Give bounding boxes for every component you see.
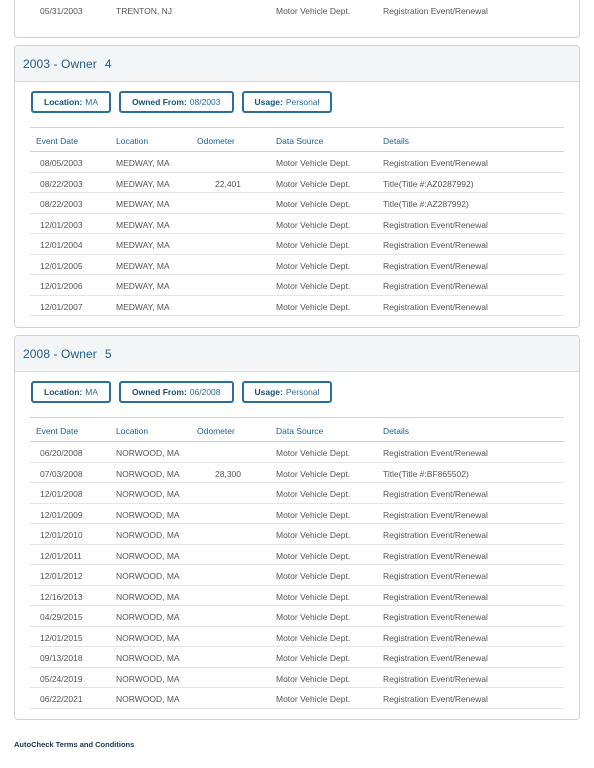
- event-date: 06/22/2021: [40, 694, 83, 704]
- event-details: Registration Event/Renewal: [383, 489, 488, 499]
- event-details: Registration Event/Renewal: [383, 591, 488, 602]
- owner-header: [15, 336, 579, 372]
- owner-number: 4: [104, 56, 112, 71]
- event-location: NORWOOD, MA: [116, 468, 180, 479]
- table-row: [30, 688, 564, 709]
- owned-from-value: 08/2003: [189, 97, 221, 107]
- event-source: Motor Vehicle Dept.: [276, 632, 351, 643]
- event-date: 12/01/2004: [40, 240, 83, 250]
- owner-summary-badges: [15, 82, 579, 123]
- table-row: [30, 524, 564, 545]
- event-date: 08/22/2003: [40, 178, 83, 189]
- event-location: NORWOOD, MA: [116, 489, 180, 499]
- owned-from-badge: [119, 381, 234, 403]
- location-value: MA: [85, 387, 98, 397]
- event-date: 12/01/2011: [40, 550, 82, 561]
- event-details: Registration Event/Renewal: [383, 612, 488, 622]
- event-details: Title(Title #:AZ0287992): [383, 178, 474, 189]
- event-source: Motor Vehicle Dept.: [276, 694, 351, 704]
- event-date: 12/16/2013: [40, 591, 83, 602]
- owned-from-badge: [119, 91, 234, 113]
- event-details: Registration Event/Renewal: [383, 550, 488, 561]
- event-source: Motor Vehicle Dept.: [276, 530, 351, 540]
- event-date: 12/01/2012: [40, 571, 83, 581]
- event-location: NORWOOD, MA: [116, 591, 180, 602]
- owner-title: 2008 - Owner: [23, 346, 97, 361]
- event-details: Registration Event/Renewal: [383, 653, 488, 663]
- column-header-odometer: Odometer: [197, 136, 235, 146]
- event-source: Motor Vehicle Dept.: [276, 509, 351, 520]
- event-source: Motor Vehicle Dept.: [276, 240, 351, 250]
- event-date: 05/24/2019: [40, 673, 83, 684]
- event-source: Motor Vehicle Dept.: [276, 6, 351, 16]
- event-details: Registration Event/Renewal: [383, 6, 488, 16]
- owner-card: [14, 45, 580, 328]
- event-source: Motor Vehicle Dept.: [276, 448, 351, 458]
- event-source: Motor Vehicle Dept.: [276, 219, 351, 230]
- usage-label: Usage:: [254, 97, 283, 107]
- event-location: MEDWAY, MA: [116, 301, 170, 312]
- history-table-body: [15, 152, 579, 316]
- usage-label: Usage:: [254, 387, 283, 397]
- table-row: [30, 565, 564, 586]
- event-source: Motor Vehicle Dept.: [276, 591, 351, 602]
- owned-from-value: 06/2008: [189, 387, 221, 397]
- event-source: Motor Vehicle Dept.: [276, 571, 351, 581]
- event-date: 06/20/2008: [40, 448, 83, 458]
- event-details: Registration Event/Renewal: [383, 260, 488, 271]
- event-odometer: 22,401: [215, 178, 241, 189]
- event-details: Registration Event/Renewal: [383, 509, 488, 520]
- usage-badge: [242, 91, 333, 113]
- terms-and-conditions-link[interactable]: AutoCheck Terms and Conditions: [14, 740, 135, 749]
- event-location: NORWOOD, MA: [116, 571, 180, 581]
- event-date: 12/01/2015: [40, 632, 83, 643]
- event-location: MEDWAY, MA: [116, 219, 170, 230]
- event-source: Motor Vehicle Dept.: [276, 199, 351, 209]
- table-row: [30, 606, 564, 627]
- owner-number: 5: [104, 346, 112, 361]
- event-location: NORWOOD, MA: [116, 509, 180, 520]
- event-details: Registration Event/Renewal: [383, 158, 488, 168]
- column-header-odometer: Odometer: [197, 426, 235, 436]
- usage-badge: [242, 381, 333, 403]
- event-odometer: 28,300: [215, 468, 241, 479]
- location-label: Location:: [44, 387, 83, 397]
- owned-from-label: Owned From:: [132, 97, 187, 107]
- table-row: [30, 234, 564, 255]
- event-date: 08/22/2003: [40, 199, 83, 209]
- event-source: Motor Vehicle Dept.: [276, 178, 351, 189]
- event-date: 05/31/2003: [40, 6, 83, 16]
- table-row: [30, 586, 564, 607]
- column-header-location: Location: [116, 426, 149, 436]
- event-source: Motor Vehicle Dept.: [276, 468, 351, 479]
- previous-owner-card: [14, 0, 580, 38]
- event-location: MEDWAY, MA: [116, 199, 170, 209]
- table-header: [30, 128, 564, 152]
- table-row: [30, 647, 564, 668]
- table-row: [30, 193, 564, 214]
- table-row: [30, 483, 564, 504]
- event-date: 12/01/2006: [40, 281, 83, 291]
- event-date: 12/01/2010: [40, 530, 83, 540]
- event-source: Motor Vehicle Dept.: [276, 281, 351, 291]
- event-location: NORWOOD, MA: [116, 673, 180, 684]
- event-date: 12/01/2003: [40, 219, 83, 230]
- event-details: Registration Event/Renewal: [383, 694, 488, 704]
- event-details: Registration Event/Renewal: [383, 673, 488, 684]
- column-header-date: Event Date: [36, 136, 79, 146]
- event-location: NORWOOD, MA: [116, 612, 180, 622]
- event-date: 08/05/2003: [40, 158, 83, 168]
- event-details: Registration Event/Renewal: [383, 632, 488, 643]
- location-badge: [31, 91, 111, 113]
- location-value: MA: [85, 97, 98, 107]
- column-header-details: Details: [383, 136, 409, 146]
- table-row: [30, 152, 564, 173]
- event-details: Registration Event/Renewal: [383, 240, 488, 250]
- table-row: [30, 442, 564, 463]
- event-location: NORWOOD, MA: [116, 530, 180, 540]
- event-source: Motor Vehicle Dept.: [276, 301, 351, 312]
- event-source: Motor Vehicle Dept.: [276, 489, 351, 499]
- event-details: Registration Event/Renewal: [383, 571, 488, 581]
- owner-card: [14, 335, 580, 720]
- column-header-location: Location: [116, 136, 149, 146]
- event-location: NORWOOD, MA: [116, 550, 180, 561]
- column-header-details: Details: [383, 426, 409, 436]
- event-details: Registration Event/Renewal: [383, 219, 488, 230]
- event-source: Motor Vehicle Dept.: [276, 653, 351, 663]
- event-source: Motor Vehicle Dept.: [276, 260, 351, 271]
- event-location: TRENTON, NJ: [116, 6, 173, 16]
- event-source: Motor Vehicle Dept.: [276, 612, 351, 622]
- table-row: [30, 545, 564, 566]
- table-row: [30, 463, 564, 484]
- usage-value: Personal: [285, 387, 320, 397]
- event-date: 12/01/2009: [40, 509, 83, 520]
- event-source: Motor Vehicle Dept.: [276, 673, 351, 684]
- column-header-source: Data Source: [276, 426, 324, 436]
- table-row: [30, 296, 564, 317]
- event-location: MEDWAY, MA: [116, 240, 170, 250]
- event-details: Title(Title #:AZ287992): [383, 199, 469, 209]
- usage-value: Personal: [285, 97, 320, 107]
- event-location: MEDWAY, MA: [116, 260, 170, 271]
- event-details: Registration Event/Renewal: [383, 301, 488, 312]
- owned-from-label: Owned From:: [132, 387, 187, 397]
- table-row: [30, 255, 564, 276]
- owner-header: [15, 46, 579, 82]
- owner-title: 2003 - Owner: [23, 56, 97, 71]
- event-location: NORWOOD, MA: [116, 694, 180, 704]
- event-details: Registration Event/Renewal: [383, 448, 488, 458]
- table-row: [30, 627, 564, 648]
- location-label: Location:: [44, 97, 83, 107]
- table-row: [30, 668, 564, 689]
- event-date: 07/03/2008: [40, 468, 83, 479]
- event-details: Title(Title #:BF865502): [383, 468, 469, 479]
- event-location: NORWOOD, MA: [116, 632, 180, 643]
- column-header-date: Event Date: [36, 426, 79, 436]
- table-row: [30, 504, 564, 525]
- history-table-body: [15, 442, 579, 709]
- event-date: 04/29/2015: [40, 612, 83, 622]
- event-location: NORWOOD, MA: [116, 448, 180, 458]
- event-location: MEDWAY, MA: [116, 178, 170, 189]
- event-date: 12/01/2008: [40, 489, 83, 499]
- event-location: MEDWAY, MA: [116, 281, 170, 291]
- event-date: 12/01/2005: [40, 260, 83, 271]
- table-row: [30, 275, 564, 296]
- event-details: Registration Event/Renewal: [383, 530, 488, 540]
- table-header: [30, 418, 564, 442]
- event-date: 09/13/2018: [40, 653, 83, 663]
- column-header-source: Data Source: [276, 136, 324, 146]
- event-source: Motor Vehicle Dept.: [276, 158, 351, 168]
- event-location: NORWOOD, MA: [116, 653, 180, 663]
- event-source: Motor Vehicle Dept.: [276, 550, 351, 561]
- location-badge: [31, 381, 111, 403]
- event-date: 12/01/2007: [40, 301, 83, 312]
- owner-summary-badges: [15, 372, 579, 413]
- table-row: [30, 173, 564, 194]
- event-location: MEDWAY, MA: [116, 158, 170, 168]
- event-details: Registration Event/Renewal: [383, 281, 488, 291]
- table-row: [30, 214, 564, 235]
